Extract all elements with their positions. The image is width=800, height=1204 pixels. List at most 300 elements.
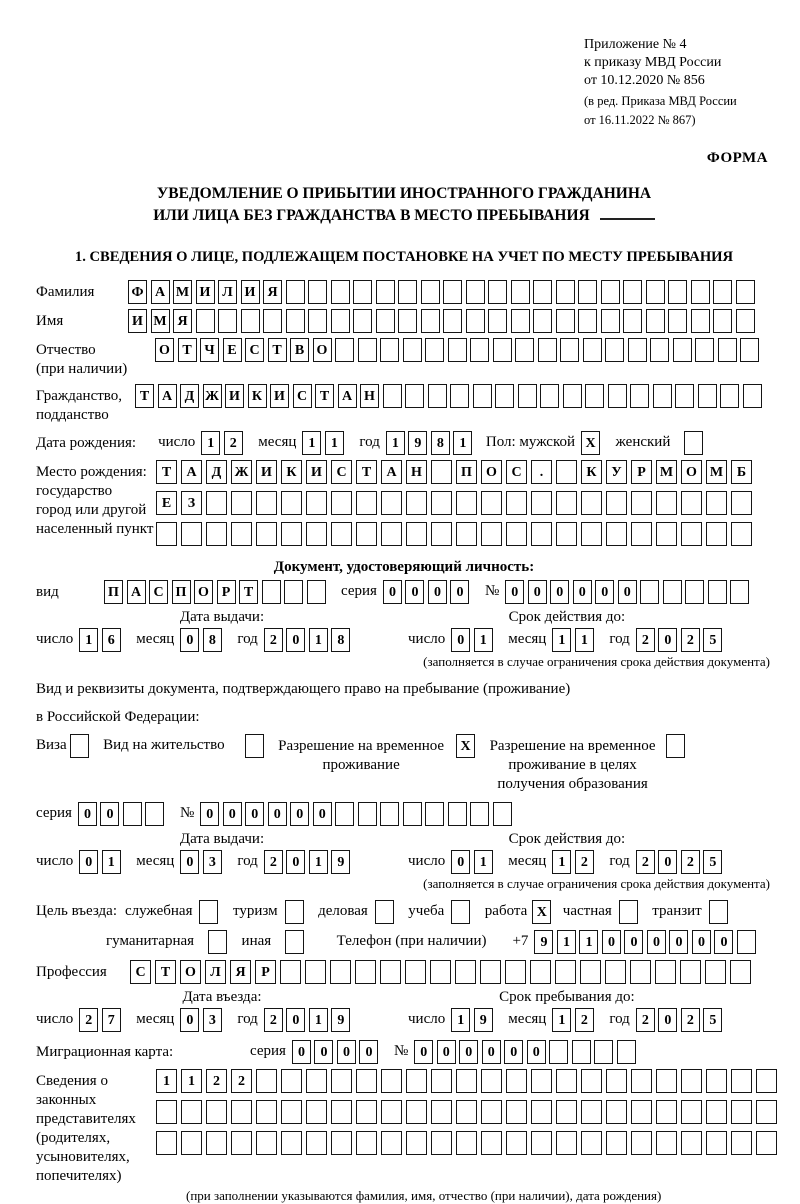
char-cell: И	[128, 309, 147, 333]
char-cell	[706, 522, 727, 546]
char-cell: 0	[314, 1040, 333, 1064]
visit-purpose-row2	[36, 930, 772, 954]
day-label: число	[36, 1011, 74, 1027]
stay-month	[552, 1008, 597, 1032]
stay-day	[451, 1008, 496, 1032]
char-cell: 1	[102, 850, 121, 874]
char-cell: П	[172, 580, 191, 604]
char-cell: Д	[206, 460, 227, 484]
residence-permit-option	[103, 734, 267, 758]
char-cell: Н	[406, 460, 427, 484]
char-cell	[262, 580, 281, 604]
visit-purpose-label: Цель въезда:	[36, 903, 117, 919]
char-cell: 0	[268, 802, 287, 826]
residence-expiry-day	[451, 850, 496, 874]
char-cell	[684, 431, 703, 455]
day-label: число	[158, 434, 196, 450]
char-cell	[381, 1100, 402, 1124]
char-cell: 6	[102, 628, 121, 652]
char-cell	[656, 1100, 677, 1124]
char-cell	[556, 460, 577, 484]
char-cell: 0	[180, 850, 199, 874]
char-cell: 2	[636, 850, 655, 874]
char-cell: С	[506, 460, 527, 484]
char-cell: К	[581, 460, 602, 484]
birthplace-cells-row2	[156, 491, 756, 515]
entry-date-group	[36, 989, 408, 1032]
char-cell	[630, 960, 651, 984]
char-cell	[281, 1131, 302, 1155]
char-cell: 0	[437, 1040, 456, 1064]
char-cell	[556, 309, 575, 333]
edu-residence-option	[490, 734, 688, 794]
purpose-option	[242, 930, 308, 954]
char-cell	[406, 1069, 427, 1093]
char-cell	[680, 960, 701, 984]
purpose-checkbox	[451, 900, 474, 924]
edu-residence-label-line2: проживание в целях	[508, 757, 637, 773]
representatives-cells-row2	[156, 1100, 781, 1124]
char-cell: Т	[135, 384, 154, 408]
month-label: месяц	[508, 1011, 547, 1027]
char-cell: Т	[239, 580, 258, 604]
char-cell	[656, 1069, 677, 1093]
char-cell	[380, 338, 399, 362]
char-cell	[706, 1100, 727, 1124]
purpose-option-label: иная	[241, 933, 272, 949]
char-cell	[481, 522, 502, 546]
doc-kind-label: вид	[36, 584, 59, 600]
char-cell: Ж	[231, 460, 252, 484]
year-label: год	[609, 1011, 630, 1027]
char-cell	[736, 280, 755, 304]
char-cell	[606, 1069, 627, 1093]
char-cell	[572, 1040, 591, 1064]
char-cell: X	[456, 734, 475, 758]
char-cell	[481, 1100, 502, 1124]
residence-permit-label: Вид на жительство	[103, 737, 225, 753]
char-cell: 0	[573, 580, 592, 604]
residence-series-cells	[78, 802, 168, 826]
char-cell	[505, 960, 526, 984]
char-cell	[206, 522, 227, 546]
birth-day-cells	[201, 431, 246, 455]
char-cell: 0	[504, 1040, 523, 1064]
char-cell	[443, 309, 462, 333]
char-cell	[358, 338, 377, 362]
month-label: месяц	[508, 631, 547, 647]
char-cell	[555, 960, 576, 984]
char-cell	[730, 580, 749, 604]
char-cell	[181, 1100, 202, 1124]
char-cell	[698, 384, 717, 408]
char-cell	[533, 280, 552, 304]
char-cell: 0	[200, 802, 219, 826]
edu-residence-checkbox	[666, 734, 689, 758]
visa-label: Виза	[36, 737, 67, 753]
char-cell: 0	[337, 1040, 356, 1064]
char-cell	[281, 491, 302, 515]
char-cell	[376, 280, 395, 304]
char-cell	[356, 491, 377, 515]
year-label: год	[359, 434, 380, 450]
char-cell	[308, 309, 327, 333]
char-cell	[450, 384, 469, 408]
char-cell	[720, 384, 739, 408]
char-cell: 9	[408, 431, 427, 455]
char-cell: А	[151, 280, 170, 304]
char-cell	[538, 338, 557, 362]
representatives-label-line: попечителях)	[36, 1168, 122, 1184]
doc-expiry-note: (заполняется в случае ограничения срока действия документа)	[423, 654, 770, 669]
char-cell: 0	[79, 850, 98, 874]
char-cell: О	[194, 580, 213, 604]
char-cell: 2	[224, 431, 243, 455]
visa-option	[36, 734, 92, 758]
residence-intro-line1: Вид и реквизиты документа, подтверждающего право на пребывание (проживание)	[36, 681, 571, 697]
char-cell	[381, 491, 402, 515]
char-cell	[398, 280, 417, 304]
char-cell	[511, 280, 530, 304]
char-cell	[330, 960, 351, 984]
char-cell: А	[181, 460, 202, 484]
char-cell	[493, 802, 512, 826]
char-cell	[681, 1131, 702, 1155]
char-cell	[286, 280, 305, 304]
edition-line: от 16.11.2022 № 867)	[584, 113, 696, 127]
char-cell	[456, 1131, 477, 1155]
char-cell: 1	[201, 431, 220, 455]
char-cell	[713, 280, 732, 304]
char-cell	[506, 1131, 527, 1155]
char-cell: 0	[647, 930, 666, 954]
char-cell: 0	[451, 850, 470, 874]
char-cell: 1	[552, 850, 571, 874]
purpose-option-label: служебная	[124, 903, 193, 919]
char-cell	[563, 384, 582, 408]
doc-issue-day	[79, 628, 124, 652]
char-cell: 0	[245, 802, 264, 826]
series-label: серия	[36, 805, 72, 821]
char-cell: Я	[230, 960, 251, 984]
char-cell: 1	[181, 1069, 202, 1093]
char-cell	[606, 491, 627, 515]
doc-series-cells	[383, 580, 473, 604]
char-cell	[731, 1100, 752, 1124]
residence-issue-day	[79, 850, 124, 874]
char-cell	[656, 1131, 677, 1155]
char-cell: Т	[268, 338, 287, 362]
char-cell	[495, 384, 514, 408]
residence-issue-month	[180, 850, 225, 874]
char-cell	[218, 309, 237, 333]
char-cell	[425, 338, 444, 362]
char-cell	[430, 960, 451, 984]
month-label: месяц	[136, 1011, 175, 1027]
char-cell: О	[313, 338, 332, 362]
char-cell	[383, 384, 402, 408]
char-cell	[231, 1100, 252, 1124]
char-cell	[448, 802, 467, 826]
char-cell: 1	[302, 431, 321, 455]
char-cell	[206, 1131, 227, 1155]
stay-until-heading: Срок пребывания до:	[499, 989, 635, 1005]
char-cell: 0	[223, 802, 242, 826]
doc-expiry-year	[636, 628, 726, 652]
char-cell	[376, 309, 395, 333]
char-cell	[556, 280, 575, 304]
citizenship-cells	[135, 384, 765, 408]
temp-residence-label	[278, 734, 444, 775]
char-cell	[617, 1040, 636, 1064]
char-cell	[578, 309, 597, 333]
char-cell	[578, 280, 597, 304]
birthplace-label-line: населенный пункт	[36, 521, 154, 537]
char-cell	[421, 280, 440, 304]
residence-intro-line2: в Российской Федерации:	[36, 709, 200, 725]
char-cell	[691, 309, 710, 333]
char-cell	[353, 280, 372, 304]
char-cell	[284, 580, 303, 604]
number-label: №	[484, 583, 500, 599]
char-cell	[286, 309, 305, 333]
char-cell	[375, 900, 394, 924]
char-cell: 0	[505, 580, 524, 604]
representatives-label-line: усыновителях,	[36, 1149, 130, 1165]
char-cell	[556, 1069, 577, 1093]
edition-line: (в ред. Приказа МВД России	[584, 94, 737, 108]
char-cell: 0	[714, 930, 733, 954]
char-cell: X	[581, 431, 600, 455]
number-label: №	[393, 1043, 409, 1059]
char-cell: С	[293, 384, 312, 408]
representatives-label-line: (родителях,	[36, 1130, 111, 1146]
char-cell: 1	[453, 431, 472, 455]
char-cell: 1	[309, 1008, 328, 1032]
char-cell: 0	[383, 580, 402, 604]
char-cell	[756, 1131, 777, 1155]
doc-kind-cells	[104, 580, 329, 604]
char-cell	[431, 522, 452, 546]
year-label: год	[609, 853, 630, 869]
phone-cells	[534, 930, 759, 954]
doc-issue-heading: Дата выдачи:	[179, 609, 265, 625]
char-cell	[549, 1040, 568, 1064]
char-cell: С	[331, 460, 352, 484]
char-cell: А	[338, 384, 357, 408]
char-cell	[431, 1100, 452, 1124]
number-label: №	[179, 805, 195, 821]
char-cell: 0	[550, 580, 569, 604]
char-cell: 2	[636, 628, 655, 652]
char-cell: Т	[156, 460, 177, 484]
char-cell	[306, 522, 327, 546]
char-cell	[421, 309, 440, 333]
char-cell: 0	[624, 930, 643, 954]
day-label: число	[36, 853, 74, 869]
char-cell	[583, 338, 602, 362]
purpose-option	[125, 900, 222, 924]
sex-male-checkbox	[581, 431, 604, 455]
char-cell: Е	[223, 338, 242, 362]
profession-row	[36, 960, 772, 984]
char-cell: 1	[79, 628, 98, 652]
char-cell: Ф	[128, 280, 147, 304]
purpose-checkbox	[709, 900, 732, 924]
char-cell	[256, 1100, 277, 1124]
surname-cells	[128, 280, 758, 304]
char-cell: М	[706, 460, 727, 484]
char-cell	[156, 1131, 177, 1155]
residence-expiry-group	[408, 831, 726, 874]
purpose-option-label: деловая	[318, 903, 368, 919]
phone-prefix: +7	[512, 933, 529, 949]
birthplace-row	[36, 460, 772, 553]
birthplace-label-line: Место рождения:	[36, 464, 147, 480]
purpose-option-label: транзит	[652, 903, 702, 919]
surname-row	[36, 280, 772, 304]
char-cell	[713, 309, 732, 333]
char-cell	[656, 522, 677, 546]
identity-doc-dates	[36, 609, 772, 652]
temp-residence-label-line1: Разрешение на временное	[278, 738, 445, 754]
char-cell	[646, 309, 665, 333]
char-cell	[473, 384, 492, 408]
char-cell: Е	[156, 491, 177, 515]
sex-label: Пол: мужской	[485, 434, 576, 450]
char-cell	[480, 960, 501, 984]
char-cell	[356, 522, 377, 546]
char-cell	[208, 930, 227, 954]
char-cell	[666, 734, 685, 758]
birthdate-row	[36, 431, 772, 455]
char-cell: 3	[203, 850, 222, 874]
char-cell	[398, 309, 417, 333]
char-cell: 0	[180, 628, 199, 652]
char-cell	[628, 338, 647, 362]
char-cell	[506, 522, 527, 546]
char-cell	[756, 1100, 777, 1124]
char-cell	[145, 802, 164, 826]
char-cell	[256, 522, 277, 546]
sex-female-label: женский	[615, 434, 671, 450]
doc-issue-year	[264, 628, 354, 652]
char-cell	[451, 900, 470, 924]
char-cell: 0	[602, 930, 621, 954]
doc-expiry-day	[451, 628, 496, 652]
char-cell	[280, 960, 301, 984]
char-cell	[199, 900, 218, 924]
char-cell: М	[656, 460, 677, 484]
char-cell	[381, 522, 402, 546]
entry-date-heading: Дата въезда:	[182, 989, 262, 1005]
char-cell	[533, 309, 552, 333]
char-cell: 2	[575, 1008, 594, 1032]
day-label: число	[408, 1011, 446, 1027]
char-cell: 9	[534, 930, 553, 954]
char-cell: 0	[482, 1040, 501, 1064]
char-cell: 1	[474, 628, 493, 652]
edu-residence-label-line1: Разрешение на временное	[489, 738, 656, 754]
migration-card-label: Миграционная карта:	[36, 1044, 174, 1060]
char-cell: И	[241, 280, 260, 304]
char-cell: 1	[552, 1008, 571, 1032]
char-cell: О	[180, 960, 201, 984]
entry-year	[264, 1008, 354, 1032]
representatives-cells-row3	[156, 1131, 781, 1155]
char-cell	[331, 280, 350, 304]
char-cell	[405, 384, 424, 408]
doc-issue-group	[36, 609, 408, 652]
firstname-row	[36, 309, 772, 333]
char-cell: Т	[356, 460, 377, 484]
char-cell	[196, 309, 215, 333]
char-cell	[403, 802, 422, 826]
series-label: серия	[341, 583, 377, 599]
purpose-option	[563, 900, 642, 924]
char-cell	[681, 522, 702, 546]
char-cell	[245, 734, 264, 758]
char-cell	[531, 1100, 552, 1124]
char-cell	[263, 309, 282, 333]
char-cell	[605, 960, 626, 984]
doc-issue-month	[180, 628, 225, 652]
char-cell: В	[290, 338, 309, 362]
char-cell: 0	[100, 802, 119, 826]
char-cell	[380, 802, 399, 826]
month-label: месяц	[136, 853, 175, 869]
month-label: месяц	[508, 853, 547, 869]
residence-expiry-month	[552, 850, 597, 874]
month-label: месяц	[258, 434, 297, 450]
char-cell: М	[173, 280, 192, 304]
char-cell: С	[245, 338, 264, 362]
char-cell: 9	[474, 1008, 493, 1032]
section1-heading: 1. СВЕДЕНИЯ О ЛИЦЕ, ПОДЛЕЖАЩЕМ ПОСТАНОВКЕ НА УЧЕТ ПО МЕСТУ ПРЕБЫВАНИЯ	[74, 249, 734, 265]
char-cell	[406, 522, 427, 546]
char-cell	[256, 1069, 277, 1093]
char-cell	[335, 338, 354, 362]
birthplace-label-line: город или другой	[36, 502, 147, 518]
char-cell: Я	[173, 309, 192, 333]
representatives-cells-row1	[156, 1069, 781, 1093]
char-cell	[356, 1069, 377, 1093]
char-cell	[731, 491, 752, 515]
char-cell: Б	[731, 460, 752, 484]
char-cell	[663, 580, 682, 604]
birth-month-cells	[302, 431, 347, 455]
char-cell	[466, 309, 485, 333]
char-cell	[331, 1131, 352, 1155]
char-cell	[381, 1069, 402, 1093]
edu-residence-label	[490, 734, 656, 794]
char-cell	[695, 338, 714, 362]
char-cell: 2	[264, 628, 283, 652]
purpose-option-label: работа	[484, 903, 528, 919]
char-cell: 0	[290, 802, 309, 826]
purpose-option	[652, 900, 731, 924]
char-cell	[731, 522, 752, 546]
profession-cells	[130, 960, 755, 984]
char-cell: Н	[360, 384, 379, 408]
doc-expiry-group	[408, 609, 726, 652]
char-cell	[581, 522, 602, 546]
entry-day	[79, 1008, 124, 1032]
char-cell	[358, 802, 377, 826]
char-cell	[585, 384, 604, 408]
representatives-label-line: представителях	[36, 1111, 136, 1127]
char-cell	[425, 802, 444, 826]
